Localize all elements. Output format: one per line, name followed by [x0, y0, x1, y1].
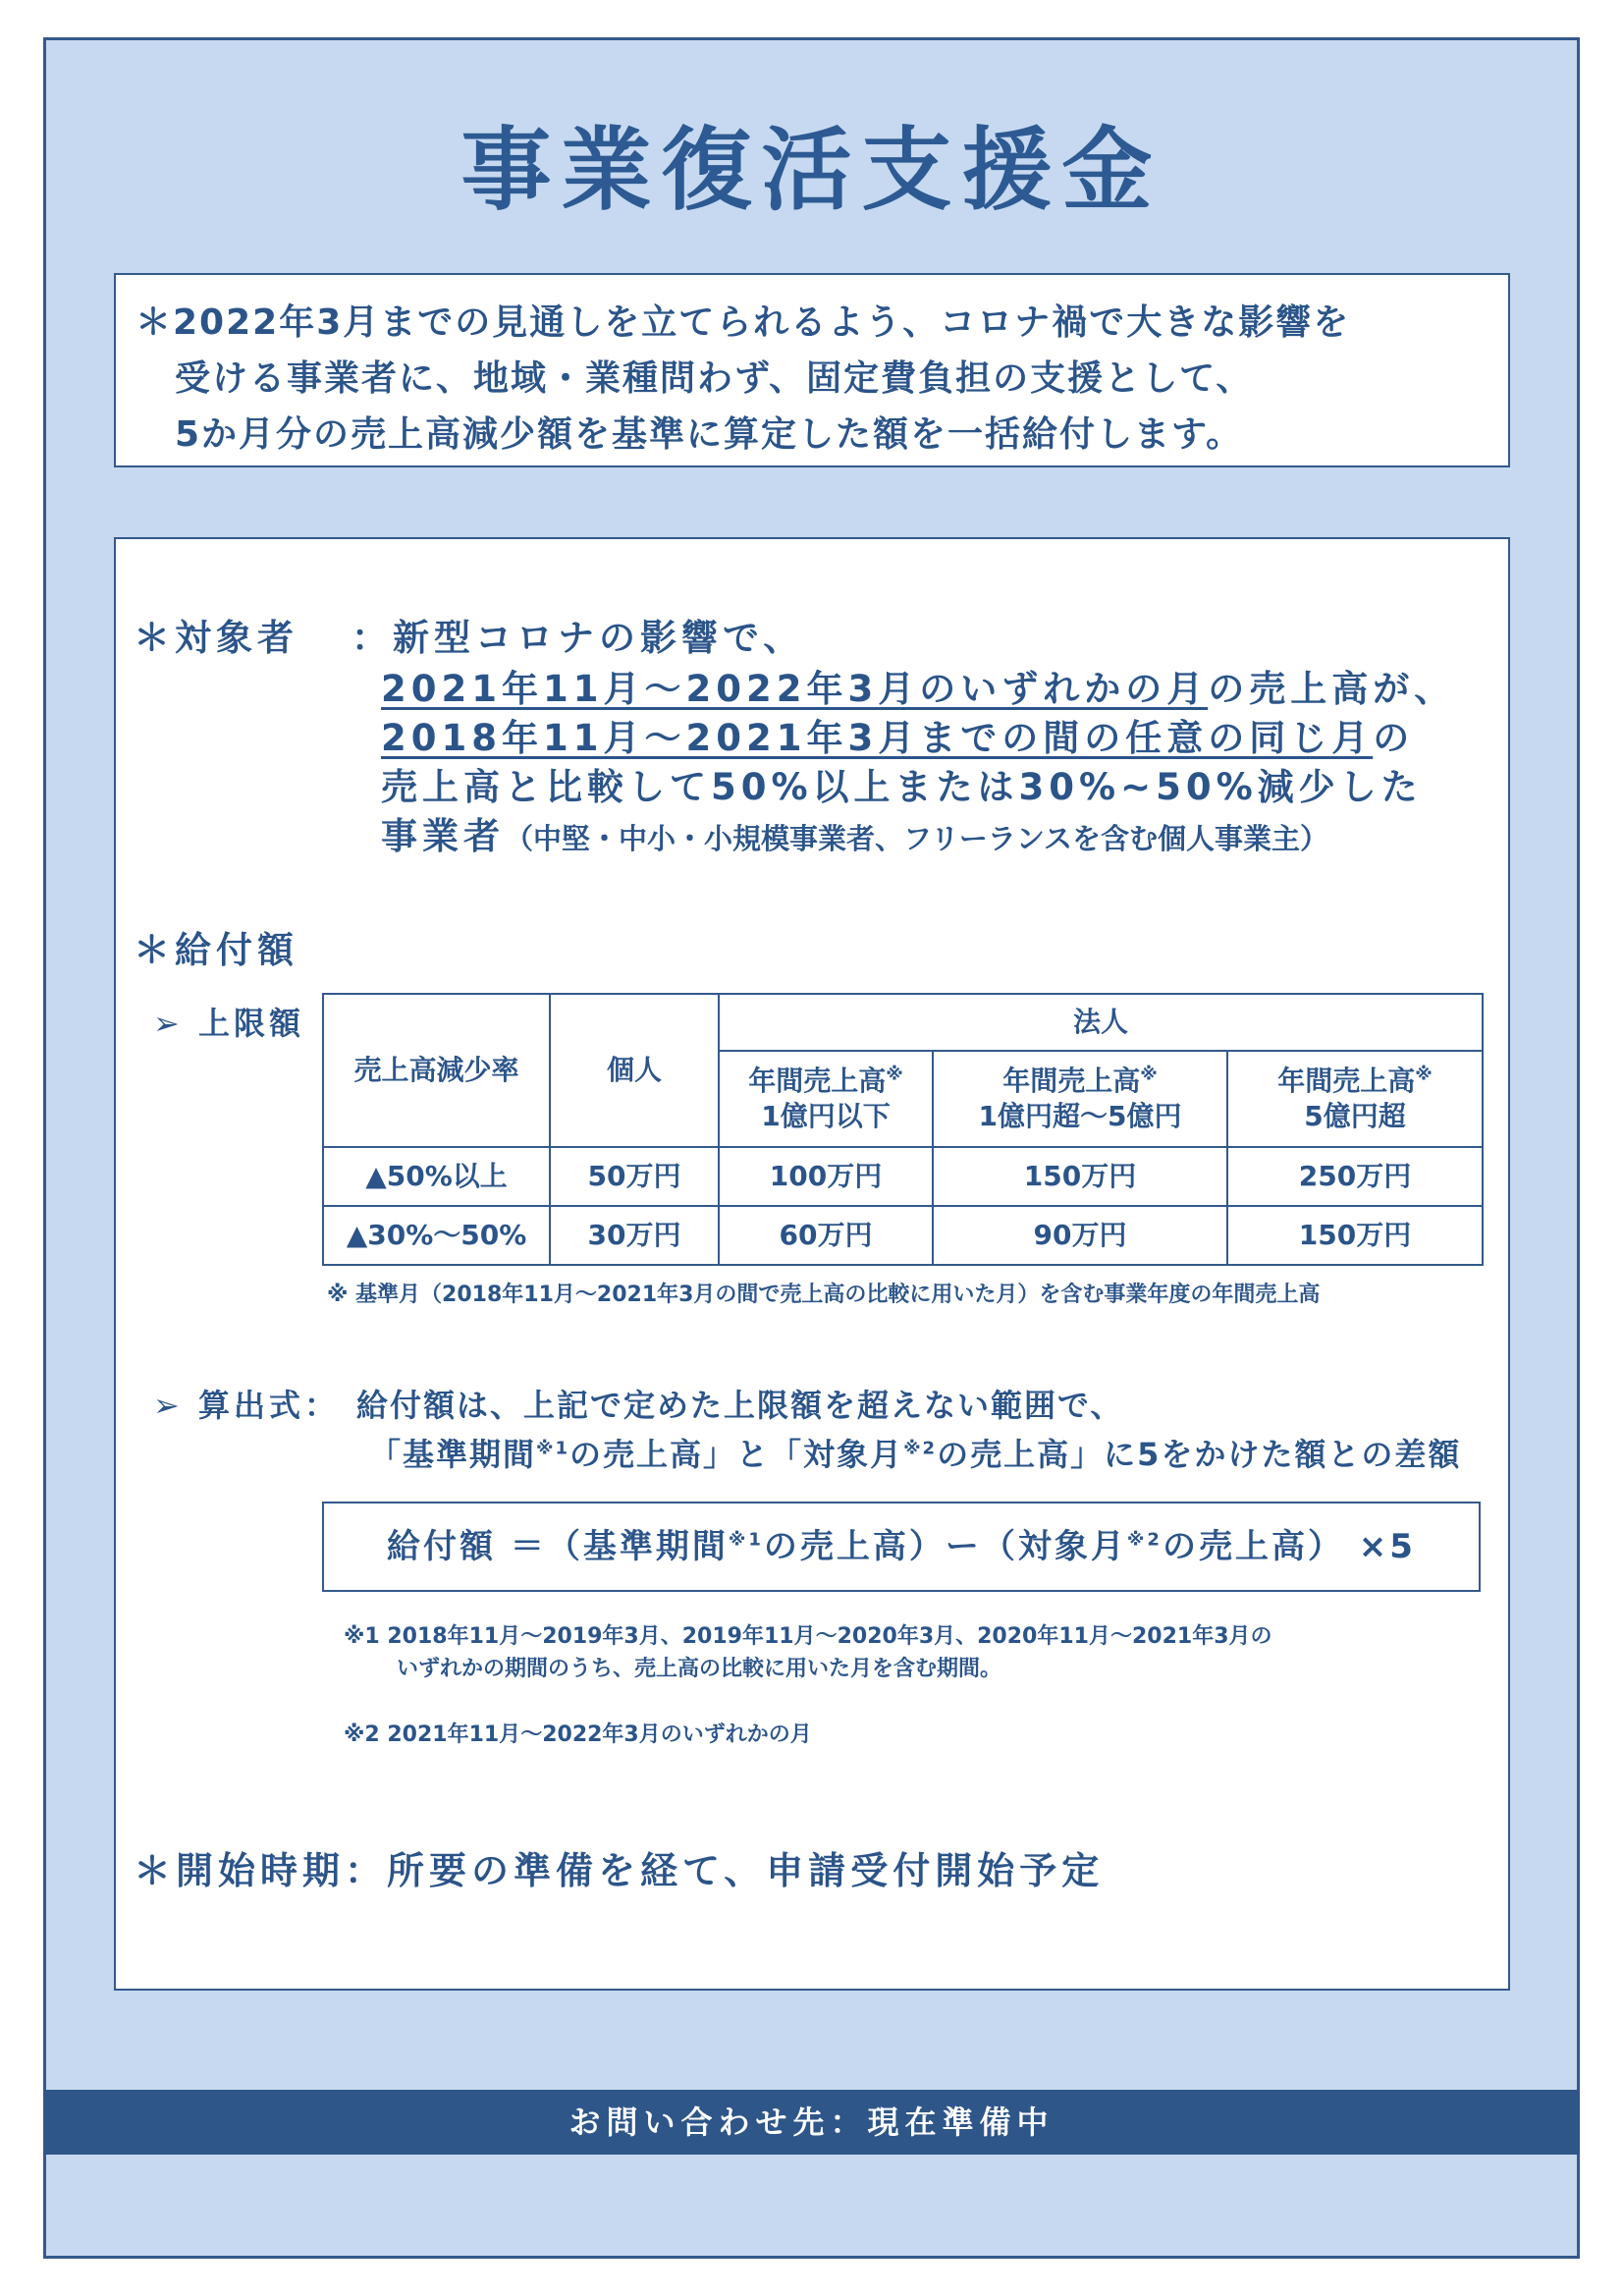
target-line-5-main: 事業者: [381, 815, 505, 857]
row-corp-large: 150万円: [1227, 1206, 1483, 1265]
start-timing: ＊開始時期：所要の準備を経て、申請受付開始予定: [134, 1849, 1105, 1892]
limit-table: [322, 993, 1484, 1266]
header-corporation: 法人: [719, 994, 1483, 1051]
formula-desc-1: 給付額は、上記で定めた上限額を超えない範囲で、: [356, 1387, 1124, 1424]
formula-desc-2: 「基準期間$^{※1}$の売上高」と「対象月$^{※2}$の売上高」に5をかけた額との差額: [369, 1436, 1462, 1473]
target-line-5-paren: （中堅・中小・小規模事業者、フリーランスを含む個人事業主）: [505, 822, 1328, 855]
main-content-box: [114, 537, 1510, 1991]
table-row: [323, 1147, 1483, 1206]
page-title: 事業復活支援金: [460, 118, 1163, 223]
row-corp-small: 60万円: [719, 1206, 933, 1265]
row-rate: ▲30%～50%: [323, 1206, 550, 1265]
row-corp-small: 100万円: [719, 1147, 933, 1206]
intro-line-2: 受ける事業者に、地域・業種問わず、固定費負担の支援として、: [175, 358, 1254, 399]
footnote-2: ※2 2021年11月～2022年3月のいずれかの月: [344, 1722, 812, 1747]
row-individual: 50万円: [550, 1147, 719, 1206]
target-period-base: 2018年11月～2021年3月までの間の任意の同じ月: [381, 717, 1374, 759]
intro-line-1: ＊2022年3月までの見通しを立てられるよう、コロナ禍で大きな影響を: [135, 302, 1351, 343]
target-line-3-rest: の: [1373, 717, 1415, 759]
header-corp-large: 年間売上高※ 5億円超: [1227, 1051, 1483, 1147]
row-corp-mid: 90万円: [933, 1206, 1227, 1265]
row-corp-mid: 150万円: [933, 1147, 1227, 1206]
limit-label: ➢ 上限額: [153, 1005, 304, 1042]
row-corp-large: 250万円: [1227, 1147, 1483, 1206]
target-line-2: [381, 659, 1455, 712]
target-line-5: [381, 806, 1328, 859]
header-corp-mid: 年間売上高※ 1億円超～5億円: [933, 1051, 1227, 1147]
target-period-current: 2021年11月～2022年3月のいずれかの月: [381, 668, 1209, 710]
target-line-2-rest: の売上高が、: [1208, 668, 1456, 710]
formula-label: ➢ 算出式：: [153, 1387, 340, 1424]
amount-heading: ＊給付額: [134, 929, 298, 971]
header-individual: 個人: [550, 994, 719, 1147]
target-line-4: 売上高と比較して50%以上または30%~50%減少した: [381, 766, 1423, 808]
header-rate: 売上高減少率: [323, 994, 550, 1147]
row-rate: ▲50%以上: [323, 1147, 550, 1206]
formula-box: 給付額 ＝（基準期間$^{※1}$の売上高）ー（対象月$^{※2}$の売上高） ×5: [322, 1502, 1481, 1592]
row-individual: 30万円: [550, 1206, 719, 1265]
header-corp-small: 年間売上高※ 1億円以下: [719, 1051, 933, 1147]
footnote-1-line-2: いずれかの期間のうち、売上高の比較に用いた月を含む期間。: [397, 1657, 1002, 1681]
footnote-1-line-1: ※1 2018年11月～2019年3月、2019年11月～2020年3月、2020年11月～2021年3月の: [344, 1624, 1272, 1649]
target-label: ＊対象者: [134, 617, 298, 659]
table-row: [323, 1206, 1483, 1265]
contact-banner: お問い合わせ先：現在準備中: [43, 2090, 1580, 2155]
intro-box: [114, 273, 1510, 467]
table-footnote: ※ 基準月（2018年11月～2021年3月の間で売上高の比較に用いた月）を含む事業年度の年間売上高: [327, 1283, 1321, 1307]
intro-line-3: 5か月分の売上高減少額を基準に算定した額を一括給付します。: [175, 414, 1244, 455]
target-line-3: [381, 708, 1414, 761]
target-line-1: ：新型コロナの影響で、: [352, 617, 805, 659]
